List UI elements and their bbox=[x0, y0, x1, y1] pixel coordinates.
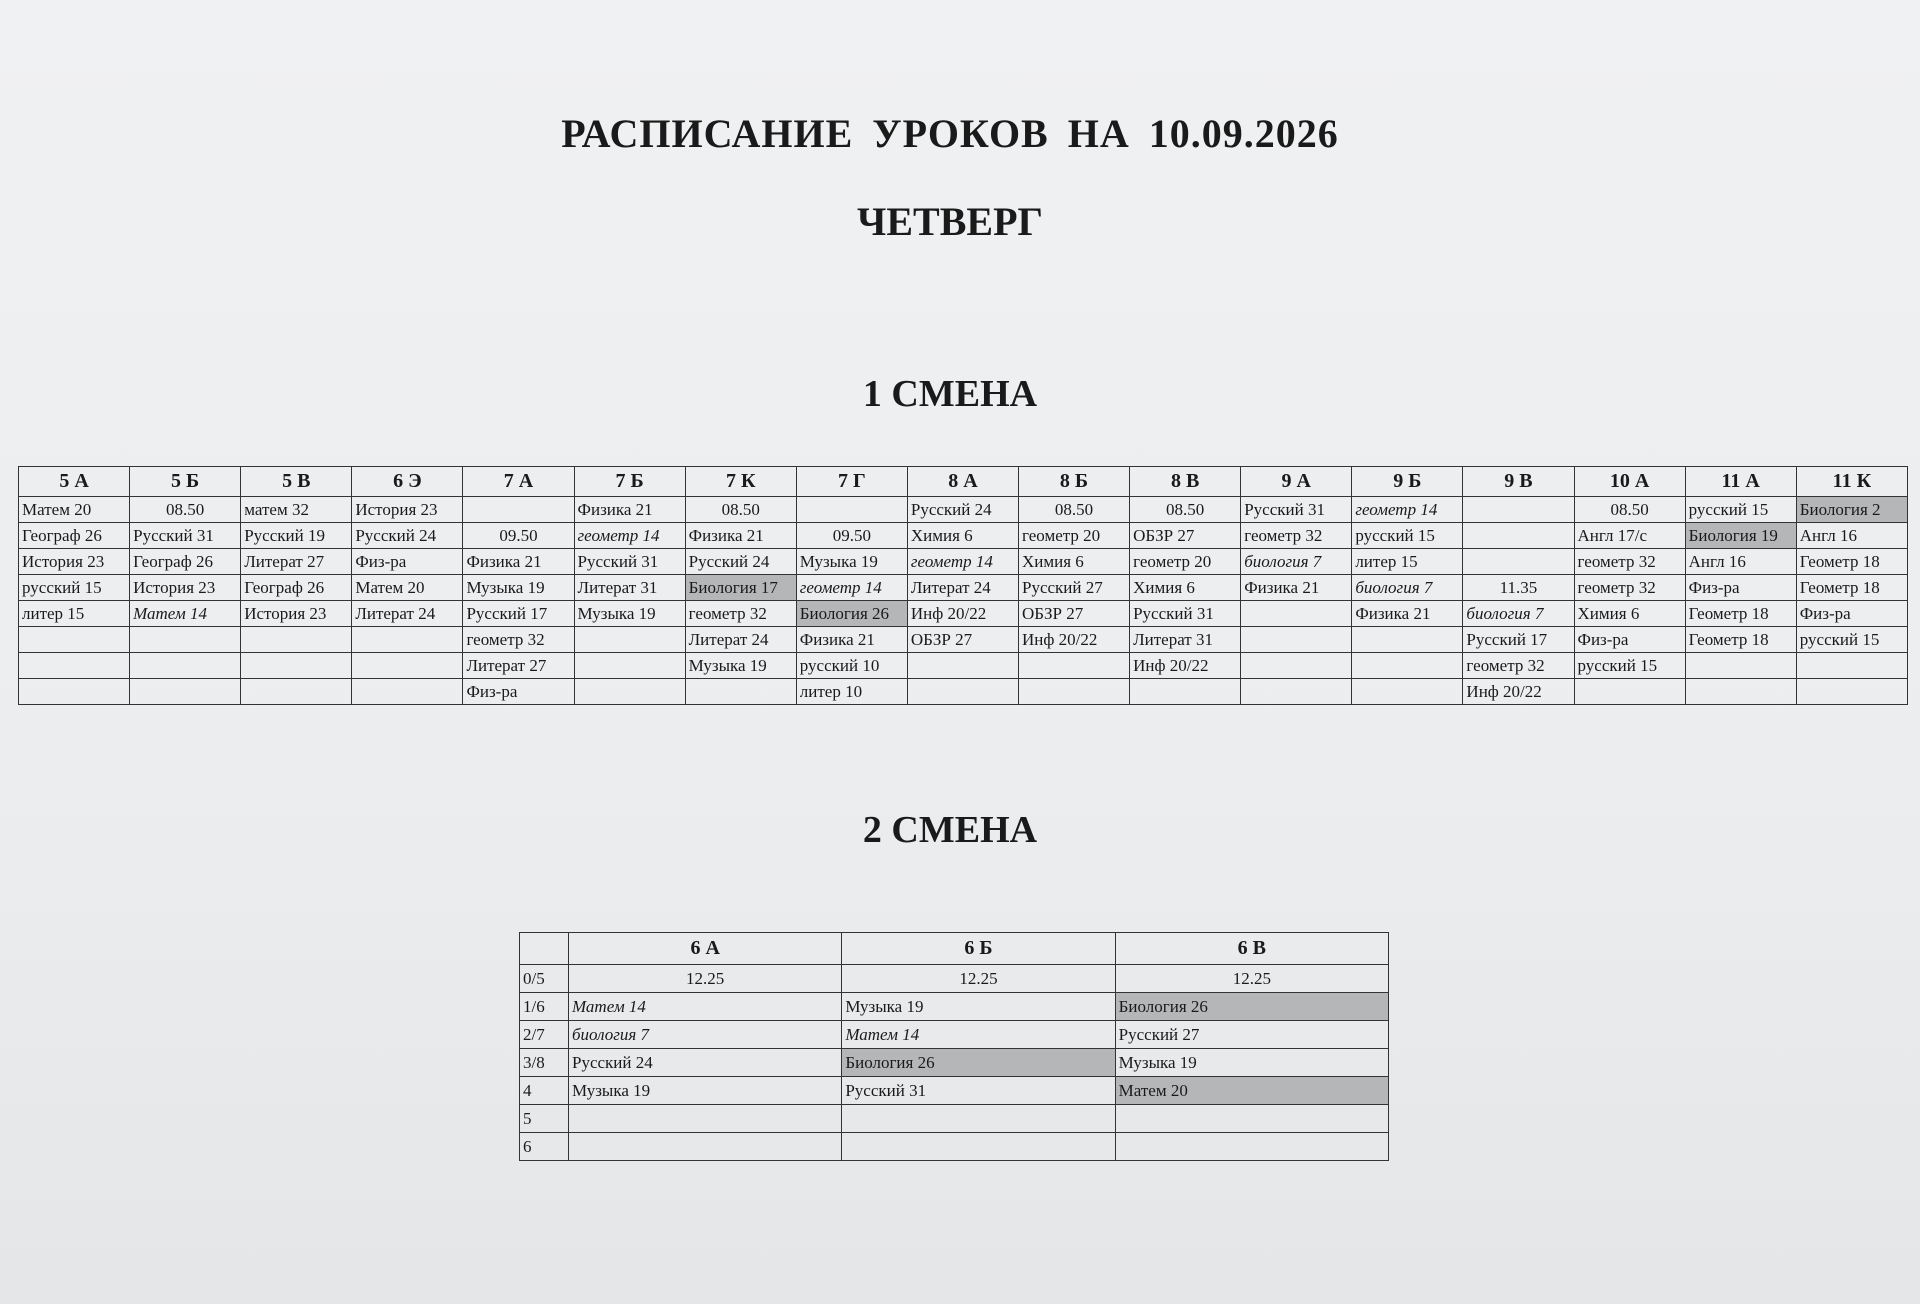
lesson-cell: История 23 bbox=[352, 497, 463, 523]
class-header: 7 Г bbox=[796, 467, 907, 497]
lesson-cell bbox=[1574, 679, 1685, 705]
lesson-cell: Физ-ра bbox=[1574, 627, 1685, 653]
lesson-cell: Матем 20 bbox=[1115, 1077, 1388, 1105]
lesson-cell: Геометр 18 bbox=[1685, 627, 1796, 653]
lesson-cell bbox=[1018, 679, 1129, 705]
lesson-number: 0/5 bbox=[520, 965, 569, 993]
class-header: 5 В bbox=[241, 467, 352, 497]
lesson-cell bbox=[1241, 679, 1352, 705]
class-header: 9 Б bbox=[1352, 467, 1463, 497]
lesson-cell bbox=[463, 497, 574, 523]
class-header: 7 А bbox=[463, 467, 574, 497]
lesson-cell bbox=[1115, 1105, 1388, 1133]
lesson-cell: Физика 21 bbox=[1352, 601, 1463, 627]
lesson-number: 5 bbox=[520, 1105, 569, 1133]
lesson-row bbox=[19, 549, 1908, 575]
class-header: 5 А bbox=[19, 467, 130, 497]
lesson-cell: Русский 31 bbox=[130, 523, 241, 549]
lesson-cell: Физ-ра bbox=[463, 679, 574, 705]
lesson-cell bbox=[352, 679, 463, 705]
class-header: 5 Б bbox=[130, 467, 241, 497]
lesson-cell: Литерат 27 bbox=[241, 549, 352, 575]
lesson-cell: 08.50 bbox=[130, 497, 241, 523]
lesson-cell: Русский 19 bbox=[241, 523, 352, 549]
shift-2-title: 2 СМЕНА bbox=[862, 809, 1038, 851]
lesson-cell bbox=[1352, 679, 1463, 705]
lesson-row bbox=[520, 1105, 1389, 1133]
lesson-row bbox=[520, 1049, 1389, 1077]
lesson-cell: Инф 20/22 bbox=[1130, 653, 1241, 679]
lesson-cell bbox=[1352, 653, 1463, 679]
lesson-cell: русский 15 bbox=[1796, 627, 1907, 653]
lesson-cell bbox=[1352, 627, 1463, 653]
lesson-cell bbox=[574, 653, 685, 679]
lesson-row bbox=[19, 575, 1908, 601]
lesson-cell: 08.50 bbox=[1018, 497, 1129, 523]
shift-1-title: 1 СМЕНА bbox=[862, 373, 1038, 415]
lesson-row bbox=[19, 497, 1908, 523]
lesson-number: 6 bbox=[520, 1133, 569, 1161]
lesson-cell: Физика 21 bbox=[463, 549, 574, 575]
lesson-row bbox=[19, 523, 1908, 549]
lesson-cell: 12.25 bbox=[569, 965, 842, 993]
class-header: 6 Б bbox=[842, 933, 1115, 965]
lesson-cell: Инф 20/22 bbox=[1018, 627, 1129, 653]
lesson-cell bbox=[19, 627, 130, 653]
lesson-cell: 08.50 bbox=[1130, 497, 1241, 523]
lesson-cell bbox=[842, 1105, 1115, 1133]
lesson-cell: литер 15 bbox=[19, 601, 130, 627]
lesson-cell bbox=[1685, 679, 1796, 705]
lesson-cell: Русский 17 bbox=[1463, 627, 1574, 653]
class-header: 9 В bbox=[1463, 467, 1574, 497]
lesson-cell: Матем 20 bbox=[19, 497, 130, 523]
lesson-cell: Литерат 24 bbox=[907, 575, 1018, 601]
class-header: 8 А bbox=[907, 467, 1018, 497]
lesson-cell: Литерат 27 bbox=[463, 653, 574, 679]
class-header: 7 К bbox=[685, 467, 796, 497]
lesson-cell: 08.50 bbox=[1574, 497, 1685, 523]
class-header: 11 К bbox=[1796, 467, 1907, 497]
lesson-cell: История 23 bbox=[130, 575, 241, 601]
lesson-cell bbox=[1463, 523, 1574, 549]
lesson-cell: русский 10 bbox=[796, 653, 907, 679]
lesson-cell bbox=[1796, 679, 1907, 705]
class-header: 7 Б bbox=[574, 467, 685, 497]
lesson-cell: геометр 32 bbox=[685, 601, 796, 627]
lesson-cell bbox=[907, 653, 1018, 679]
day-of-week: ЧЕТВЕРГ bbox=[857, 199, 1043, 244]
lesson-row bbox=[520, 1077, 1389, 1105]
lesson-cell: Музыка 19 bbox=[463, 575, 574, 601]
lesson-cell bbox=[569, 1105, 842, 1133]
lesson-cell: литер 10 bbox=[796, 679, 907, 705]
lesson-cell: геометр 32 bbox=[1574, 575, 1685, 601]
lesson-cell bbox=[574, 627, 685, 653]
lesson-cell bbox=[19, 679, 130, 705]
lesson-cell: Химия 6 bbox=[1574, 601, 1685, 627]
lesson-cell bbox=[907, 679, 1018, 705]
lesson-cell bbox=[685, 679, 796, 705]
lesson-cell bbox=[1018, 653, 1129, 679]
lesson-cell: Литерат 31 bbox=[574, 575, 685, 601]
lesson-cell: биология 7 bbox=[1241, 549, 1352, 575]
lesson-cell: Литерат 24 bbox=[352, 601, 463, 627]
lesson-cell: ОБЗР 27 bbox=[907, 627, 1018, 653]
lesson-cell bbox=[1241, 653, 1352, 679]
class-header: 6 В bbox=[1115, 933, 1388, 965]
lesson-cell: биология 7 bbox=[569, 1021, 842, 1049]
lesson-cell: Русский 27 bbox=[1115, 1021, 1388, 1049]
lesson-number: 4 bbox=[520, 1077, 569, 1105]
lesson-cell: Химия 6 bbox=[1130, 575, 1241, 601]
lesson-cell: геометр 20 bbox=[1018, 523, 1129, 549]
lesson-cell: геометр 32 bbox=[1574, 549, 1685, 575]
class-header: 10 А bbox=[1574, 467, 1685, 497]
lesson-cell: Англ 16 bbox=[1685, 549, 1796, 575]
lesson-cell: Русский 31 bbox=[574, 549, 685, 575]
lesson-cell: геометр 14 bbox=[574, 523, 685, 549]
lesson-cell bbox=[130, 653, 241, 679]
lesson-cell: Биология 26 bbox=[796, 601, 907, 627]
class-header: 6 А bbox=[569, 933, 842, 965]
lesson-cell bbox=[796, 497, 907, 523]
lesson-cell: Русский 31 bbox=[842, 1077, 1115, 1105]
lesson-cell: русский 15 bbox=[19, 575, 130, 601]
lesson-cell bbox=[1685, 653, 1796, 679]
lesson-cell bbox=[241, 679, 352, 705]
lesson-cell bbox=[1115, 1133, 1388, 1161]
lesson-cell: 09.50 bbox=[463, 523, 574, 549]
lesson-row bbox=[19, 653, 1908, 679]
lesson-cell: геометр 32 bbox=[1463, 653, 1574, 679]
lesson-cell: Матем 20 bbox=[352, 575, 463, 601]
lesson-cell: геометр 14 bbox=[1352, 497, 1463, 523]
lesson-cell: Инф 20/22 bbox=[907, 601, 1018, 627]
lesson-cell bbox=[569, 1133, 842, 1161]
lesson-cell: литер 15 bbox=[1352, 549, 1463, 575]
lesson-cell: Геометр 18 bbox=[1796, 549, 1907, 575]
lesson-cell: Музыка 19 bbox=[574, 601, 685, 627]
lesson-cell: Литерат 24 bbox=[685, 627, 796, 653]
lesson-row bbox=[520, 1133, 1389, 1161]
lesson-cell: Географ 26 bbox=[241, 575, 352, 601]
lesson-cell: ОБЗР 27 bbox=[1130, 523, 1241, 549]
lesson-cell: биология 7 bbox=[1463, 601, 1574, 627]
lesson-cell: Русский 24 bbox=[907, 497, 1018, 523]
lesson-cell: ОБЗР 27 bbox=[1018, 601, 1129, 627]
lesson-cell: 12.25 bbox=[1115, 965, 1388, 993]
lesson-row bbox=[520, 1021, 1389, 1049]
lesson-cell: Геометр 18 bbox=[1685, 601, 1796, 627]
lesson-row bbox=[19, 679, 1908, 705]
lesson-cell: История 23 bbox=[19, 549, 130, 575]
lesson-row bbox=[19, 601, 1908, 627]
lesson-cell bbox=[352, 653, 463, 679]
lesson-cell: 12.25 bbox=[842, 965, 1115, 993]
lesson-cell bbox=[241, 627, 352, 653]
lesson-cell bbox=[1796, 653, 1907, 679]
class-header: 8 Б bbox=[1018, 467, 1129, 497]
lesson-cell: Музыка 19 bbox=[1115, 1049, 1388, 1077]
lesson-number: 2/7 bbox=[520, 1021, 569, 1049]
lesson-cell: Физ-ра bbox=[1796, 601, 1907, 627]
lesson-cell: Музыка 19 bbox=[842, 993, 1115, 1021]
lesson-cell: Матем 14 bbox=[569, 993, 842, 1021]
lesson-cell: геометр 20 bbox=[1130, 549, 1241, 575]
lesson-number: 3/8 bbox=[520, 1049, 569, 1077]
lesson-cell: Русский 31 bbox=[1241, 497, 1352, 523]
lesson-cell bbox=[130, 679, 241, 705]
lesson-row bbox=[520, 965, 1389, 993]
lesson-cell: Русский 31 bbox=[1130, 601, 1241, 627]
lesson-cell: Англ 16 bbox=[1796, 523, 1907, 549]
lesson-cell: Музыка 19 bbox=[685, 653, 796, 679]
lesson-cell bbox=[1463, 549, 1574, 575]
schedule-title: РАСПИСАНИЕ УРОКОВ НА 10.09.2026 bbox=[561, 111, 1339, 156]
lesson-cell: Русский 27 bbox=[1018, 575, 1129, 601]
lesson-cell bbox=[1463, 497, 1574, 523]
lesson-cell: Инф 20/22 bbox=[1463, 679, 1574, 705]
lesson-cell bbox=[352, 627, 463, 653]
lesson-cell: Русский 24 bbox=[685, 549, 796, 575]
lesson-cell bbox=[574, 679, 685, 705]
class-header: 9 А bbox=[1241, 467, 1352, 497]
lesson-cell: Русский 24 bbox=[569, 1049, 842, 1077]
lesson-cell: Физ-ра bbox=[1685, 575, 1796, 601]
lesson-cell: Биология 26 bbox=[842, 1049, 1115, 1077]
lesson-cell: биология 7 bbox=[1352, 575, 1463, 601]
shift-1-table bbox=[18, 466, 1908, 705]
lesson-cell bbox=[1241, 627, 1352, 653]
lesson-cell bbox=[842, 1133, 1115, 1161]
lesson-cell: 08.50 bbox=[685, 497, 796, 523]
corner-cell bbox=[520, 933, 569, 965]
lesson-cell: Музыка 19 bbox=[569, 1077, 842, 1105]
header-row bbox=[19, 467, 1908, 497]
lesson-cell: Географ 26 bbox=[19, 523, 130, 549]
lesson-cell: Географ 26 bbox=[130, 549, 241, 575]
lesson-cell bbox=[1241, 601, 1352, 627]
lesson-cell: 09.50 bbox=[796, 523, 907, 549]
lesson-cell: Физика 21 bbox=[574, 497, 685, 523]
lesson-cell: геометр 14 bbox=[907, 549, 1018, 575]
lesson-row bbox=[19, 627, 1908, 653]
lesson-cell: русский 15 bbox=[1574, 653, 1685, 679]
shift-2-table bbox=[519, 932, 1389, 1161]
lesson-cell: Геометр 18 bbox=[1796, 575, 1907, 601]
class-header: 8 В bbox=[1130, 467, 1241, 497]
lesson-cell: 11.35 bbox=[1463, 575, 1574, 601]
lesson-cell: Русский 24 bbox=[352, 523, 463, 549]
lesson-cell: Матем 14 bbox=[130, 601, 241, 627]
lesson-cell: русский 15 bbox=[1685, 497, 1796, 523]
lesson-cell: геометр 32 bbox=[1241, 523, 1352, 549]
lesson-cell bbox=[19, 653, 130, 679]
lesson-cell bbox=[241, 653, 352, 679]
header-row bbox=[520, 933, 1389, 965]
lesson-cell: Русский 17 bbox=[463, 601, 574, 627]
lesson-cell: Физика 21 bbox=[1241, 575, 1352, 601]
lesson-cell: Музыка 19 bbox=[796, 549, 907, 575]
lesson-cell: История 23 bbox=[241, 601, 352, 627]
lesson-cell: Физика 21 bbox=[685, 523, 796, 549]
lesson-cell: геометр 14 bbox=[796, 575, 907, 601]
lesson-cell: Биология 19 bbox=[1685, 523, 1796, 549]
lesson-cell: Физ-ра bbox=[352, 549, 463, 575]
lesson-cell: Физика 21 bbox=[796, 627, 907, 653]
lesson-cell: матем 32 bbox=[241, 497, 352, 523]
lesson-cell: Литерат 31 bbox=[1130, 627, 1241, 653]
lesson-cell: русский 15 bbox=[1352, 523, 1463, 549]
lesson-cell: Биология 26 bbox=[1115, 993, 1388, 1021]
lesson-cell: Химия 6 bbox=[907, 523, 1018, 549]
class-header: 11 А bbox=[1685, 467, 1796, 497]
lesson-cell: Химия 6 bbox=[1018, 549, 1129, 575]
lesson-cell: геометр 32 bbox=[463, 627, 574, 653]
lesson-cell: Матем 14 bbox=[842, 1021, 1115, 1049]
lesson-cell: Биология 2 bbox=[1796, 497, 1907, 523]
lesson-cell: Англ 17/с bbox=[1574, 523, 1685, 549]
lesson-cell bbox=[130, 627, 241, 653]
lesson-cell bbox=[1130, 679, 1241, 705]
lesson-row bbox=[520, 993, 1389, 1021]
lesson-cell: Биология 17 bbox=[685, 575, 796, 601]
class-header: 6 Э bbox=[352, 467, 463, 497]
lesson-number: 1/6 bbox=[520, 993, 569, 1021]
